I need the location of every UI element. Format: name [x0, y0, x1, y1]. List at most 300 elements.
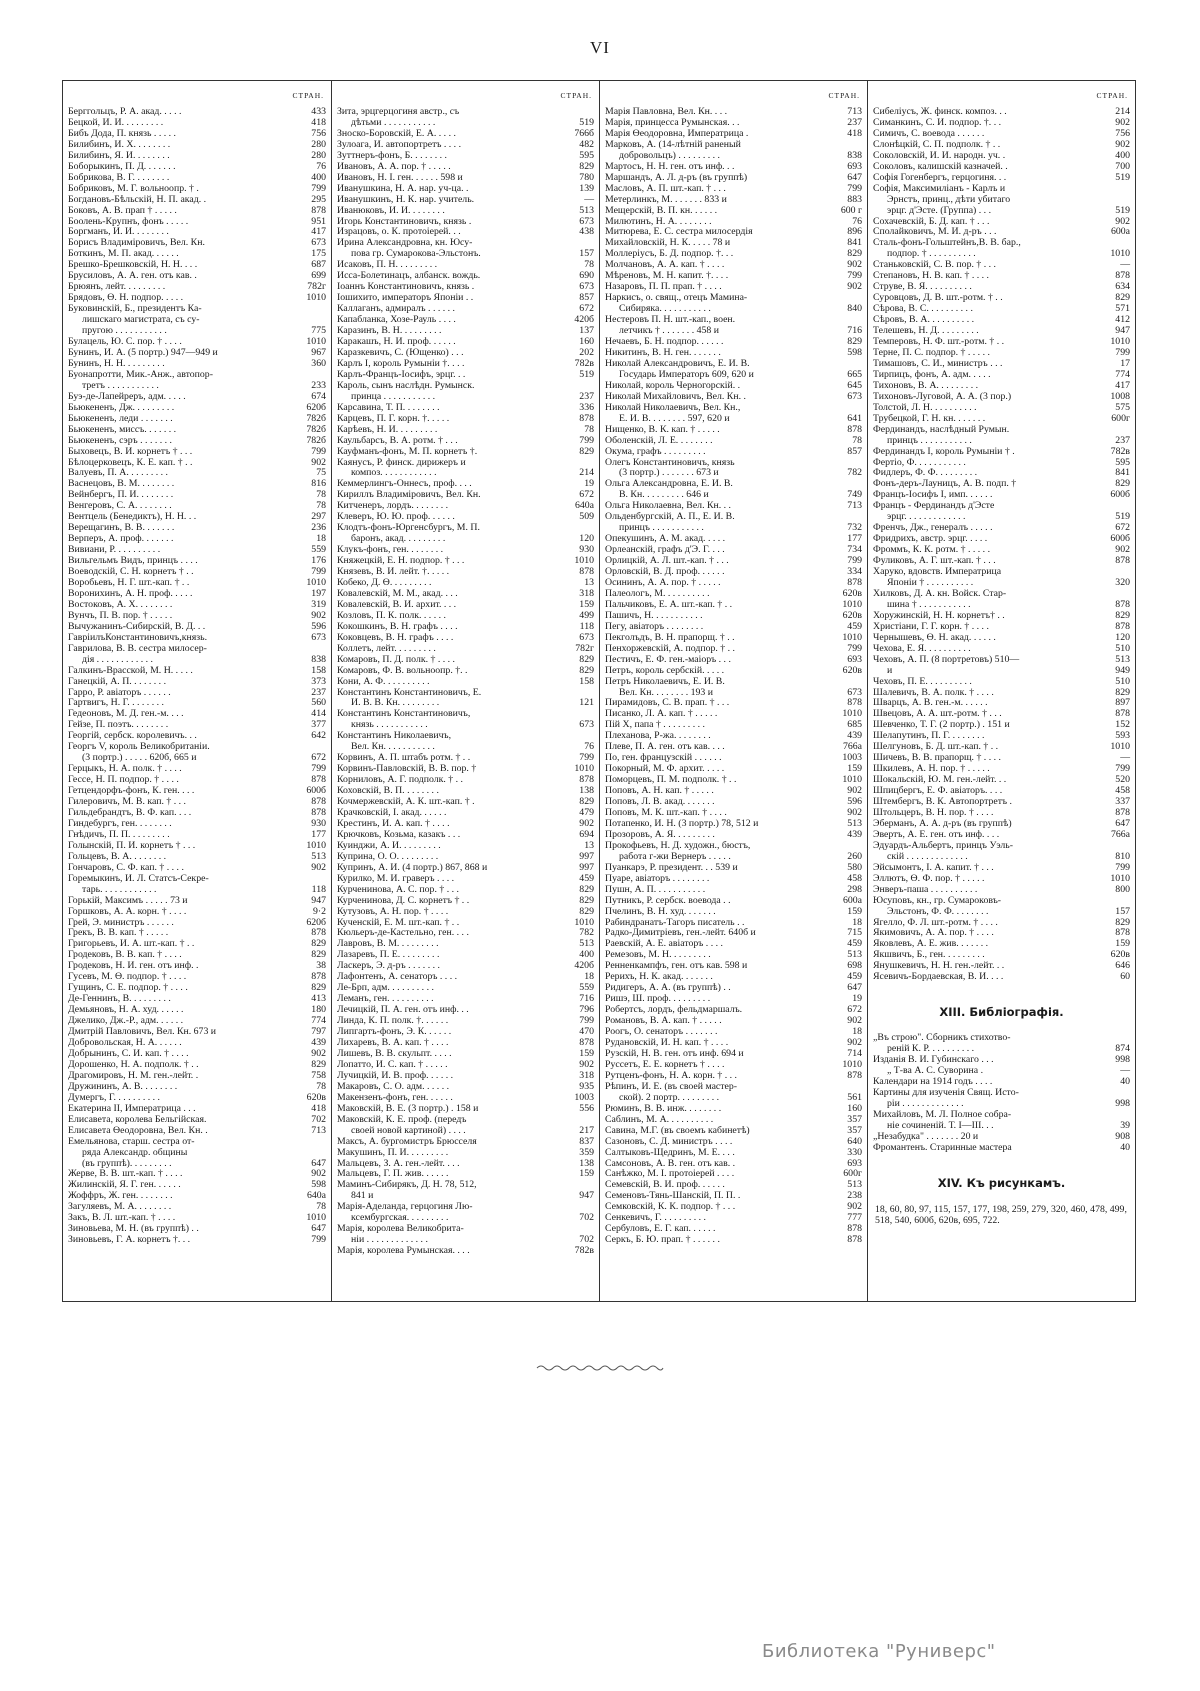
entry-page: 838: [311, 653, 326, 665]
entry-name: Макаровъ, С. О. адм. . . . . .: [337, 1081, 450, 1092]
entry-page: 197: [311, 587, 326, 599]
index-entry: [68, 206, 326, 217]
entry-name: Валуевъ, П. А. . . . . . . . .: [68, 468, 169, 479]
entry-name: Фонъ-деръ-Лауницъ, А. В. подп. †: [873, 479, 1017, 490]
entry-page: 76: [584, 741, 594, 753]
entry-name: Гаврилова, В. В. сестра милосер-: [68, 643, 207, 654]
entry-page: 673: [579, 719, 594, 731]
entry-name: Е. И. В. . . . . . . . 597, 620 и: [619, 413, 730, 424]
entry-page: 672: [311, 752, 326, 764]
entry-name: эрцг. д'Эсте. (Группа) . . .: [887, 205, 992, 216]
entry-page: 60: [1120, 971, 1130, 983]
index-entry: [605, 830, 862, 841]
index-column-2: [331, 81, 599, 1301]
entry-page: 357: [847, 1113, 862, 1125]
index-entry: [873, 775, 1130, 786]
entry-name: Нестеровъ П. Н. шт.-кап., воен.: [605, 315, 736, 326]
entry-page: 214: [579, 467, 594, 479]
entry-name: Марія Павловна, Вел. Кн. . . .: [605, 107, 728, 117]
index-entry: [337, 436, 594, 447]
index-entry: [337, 918, 594, 929]
entry-name: Эллютъ, Ѳ. Ф. пор. † . . . . .: [873, 873, 985, 884]
entry-name: Николай Михайловичъ, Вел. Кн. .: [605, 391, 746, 402]
index-entry: [68, 238, 326, 249]
entry-name: пругою . . . . . . . . . . .: [82, 326, 167, 337]
index-entry: [873, 655, 1130, 666]
entry-name: Голынскій, П. И. корнетъ † . . .: [68, 840, 196, 851]
index-entry: [68, 1191, 326, 1202]
entry-name: Корниловъ, А. Г. подполк. † . .: [337, 775, 463, 786]
entry-name: Ле-Брп, адм. . . . . . . . . .: [337, 983, 434, 994]
index-entry: [605, 1213, 862, 1224]
index-entry: [68, 1016, 326, 1027]
entry-page: 600б: [1110, 489, 1130, 501]
entry-name: принца . . . . . . . . . . .: [351, 391, 436, 402]
entry-page: 38: [316, 960, 326, 972]
entry-page: 799: [1115, 763, 1130, 775]
entry-name: Брюянъ, лейт. . . . . . . . .: [68, 282, 166, 293]
index-entry: [605, 1224, 862, 1235]
entry-name: Масловъ, А. П. шт.-кап. † . . .: [605, 183, 726, 194]
entry-name: Дмитрій Павловичъ, Вел. Кн. 673 и: [68, 1027, 217, 1038]
entry-page: 459: [579, 872, 594, 884]
entry-name: Зноско-Боровскій, Е. А. . . . .: [337, 128, 456, 139]
entry-name: Добровольская, Н. А. . . . . .: [68, 1038, 182, 1049]
entry-name: Эрнстъ, принц., дѣти убитаго: [887, 194, 1011, 205]
entry-name: Ришэ, Ш. проф. . . . . . . . .: [605, 994, 711, 1005]
index-entry: [873, 600, 1130, 611]
index-entry: [337, 1126, 594, 1137]
index-entry: [68, 622, 326, 633]
index-entry: [873, 381, 1130, 392]
entry-page: 700: [1115, 160, 1130, 172]
entry-page: 640: [847, 1135, 862, 1147]
index-entry: [873, 479, 1130, 490]
entry-page: 580: [847, 861, 862, 873]
index-entry: [68, 1137, 326, 1148]
entry-page: 829: [579, 664, 594, 676]
entry-name: Георгъ V, король Великобританіи.: [68, 742, 210, 753]
entry-page: 799: [847, 555, 862, 567]
index-entry: [605, 414, 862, 425]
entry-page: 715: [847, 927, 862, 939]
index-entry: [873, 304, 1130, 315]
entry-page: 620б: [306, 401, 326, 413]
entry-name: Бецкой, И. И. . . . . . . . .: [68, 117, 164, 128]
entry-name: Бунинъ, И. А. (5 портр.) 947—949 и: [68, 347, 218, 358]
entry-page: 829: [579, 653, 594, 665]
index-entry: [605, 206, 862, 217]
entry-name: (въ группѣ). . . . . . . . .: [82, 1158, 172, 1169]
index-entry: [873, 260, 1130, 271]
index-entry: [337, 501, 594, 512]
entry-name: Марія Ѳеодоровна, Императрица .: [605, 128, 749, 139]
index-entry: [337, 885, 594, 896]
entry-name: подпор. † . . . . . . . . . .: [887, 249, 976, 260]
entry-name: дія . . . . . . . . . . . .: [82, 654, 153, 665]
entry-page: 470: [579, 1026, 594, 1038]
index-entry: [605, 644, 862, 655]
entry-page: 896: [847, 226, 862, 238]
entry-page: 78: [584, 259, 594, 271]
entry-page: 18: [852, 916, 862, 928]
index-entry: [605, 556, 862, 567]
index-entry: [337, 217, 594, 228]
entry-name: Билибинъ, Я. И. . . . . . . .: [68, 150, 170, 161]
index-column-3: [599, 81, 867, 1301]
entry-page: 674: [311, 390, 326, 402]
entry-name: Жерве, В. В. шт.-кап. † . . . .: [68, 1169, 183, 1180]
entry-name: ріи . . . . . . . . . . . . .: [887, 1098, 964, 1109]
index-entry: [605, 578, 862, 589]
entry-page: 433: [311, 106, 326, 117]
entry-page: 337: [1115, 796, 1130, 808]
entry-page: 714: [847, 1047, 862, 1059]
entry-name: Робертсъ, лордъ, фельдмаршалъ.: [605, 1005, 743, 1016]
entry-page: 841: [1115, 467, 1130, 479]
entry-page: 439: [847, 730, 862, 742]
entry-name: Францъ-Іосифъ I, имп. . . . . .: [873, 490, 993, 501]
index-entry: [337, 238, 594, 249]
entry-name: Гусевъ, М. Ѳ. подпор. † . . . .: [68, 972, 187, 983]
entry-name: ряда Александр. общины: [82, 1147, 188, 1158]
index-entry: [605, 994, 862, 1005]
index-entry: [68, 775, 326, 786]
index-entry: [68, 403, 326, 414]
index-entry: [68, 666, 326, 677]
index-entries-2: [337, 107, 594, 1257]
entry-name: Назаровъ, П. П. прап. † . . . .: [605, 282, 722, 293]
entry-name: Петръ, король сербскій. . . . .: [605, 665, 725, 676]
entry-name: Фердинандъ I, король Румыніи † .: [873, 446, 1015, 457]
entry-name: Бьюкененъ, сэръ . . . . . . .: [68, 435, 173, 446]
entry-page: 647: [311, 1157, 326, 1169]
entry-name: ГавріилъКонстантиновичъ,князь.: [68, 632, 208, 643]
index-entry: [337, 1060, 594, 1071]
index-entry: [873, 753, 1130, 764]
index-entry: [873, 271, 1130, 282]
entry-name: Иванюковъ, И. И. . . . . . . .: [337, 205, 445, 216]
index-entry: [873, 1044, 1130, 1055]
entry-name: Станьковскій, С. В. пор. † . . .: [873, 260, 996, 271]
index-entry: [68, 939, 326, 950]
entry-page: 177: [311, 828, 326, 840]
entry-name: Кученскій, Е. М. шт.-кап. † . .: [337, 917, 460, 928]
index-entry: [337, 578, 594, 589]
index-entry: [873, 162, 1130, 173]
index-entry: [337, 666, 594, 677]
index-entry: [337, 1148, 594, 1159]
entry-name: Пестичъ, Е. Ф. ген.-маіоръ . . .: [605, 654, 731, 665]
index-entry: [68, 479, 326, 490]
index-entry: [68, 644, 326, 655]
entry-page: 238: [847, 1190, 862, 1202]
entry-page: 417: [1115, 379, 1130, 391]
entry-page: 417: [311, 226, 326, 238]
index-entry: [337, 644, 594, 655]
entry-page: 797: [311, 1026, 326, 1038]
entry-page: 600г: [843, 1168, 862, 1180]
entry-page: 78: [316, 489, 326, 501]
entry-name: Грей, Э. министръ . . . . . .: [68, 917, 174, 928]
entry-name: Каразинъ, В. Н. . . . . . . . .: [337, 326, 442, 337]
index-entry: [873, 1088, 1130, 1099]
entry-page: 634: [1115, 281, 1130, 293]
index-entry: [68, 151, 326, 162]
index-entry: [605, 666, 862, 677]
entry-page: 17: [1120, 357, 1130, 369]
index-entry: [873, 896, 1130, 907]
entry-name: Терне, П. С. подпор. † . . . . .: [873, 347, 990, 358]
entry-page: 693: [847, 653, 862, 665]
entry-page: 693: [847, 1157, 862, 1169]
entry-page: 782б: [306, 434, 326, 446]
entry-name: Картины для изученія Свящ. Исто-: [873, 1088, 1019, 1099]
index-entry: [873, 677, 1130, 688]
entry-page: 9·2: [312, 905, 326, 917]
entry-name: Степановъ, Н. В. кап. † . . . .: [873, 271, 989, 282]
entry-page: 459: [847, 971, 862, 983]
entry-name: Вычужанинъ-Сибирскій, В. Д. . .: [68, 621, 206, 632]
entry-name: Якимовичъ, А. А. пор. † . . . .: [873, 928, 994, 939]
entry-name: Фертіо, Ф. . . . . . . . . . .: [873, 457, 966, 468]
entry-page: 159: [1115, 938, 1130, 950]
entry-name: Ольга Александровна, Е. И. В.: [605, 479, 733, 490]
index-entry: [605, 950, 862, 961]
index-entry: [873, 644, 1130, 655]
entry-page: 137: [579, 325, 594, 337]
entry-page: 1010: [1110, 741, 1130, 753]
index-entry: [68, 720, 326, 731]
entry-page: 1003: [842, 752, 862, 764]
entry-name: Комаровъ, П. Д. полк. † . . . .: [337, 654, 455, 665]
entry-name: лишскаго магистрата, съ су-: [82, 315, 200, 326]
entry-name: Наркисъ, о. свящ., отецъ Мамина-: [605, 293, 748, 304]
entry-name: добровольцъ) . . . . . . . . .: [619, 150, 721, 161]
entry-page: 799: [1115, 861, 1130, 873]
entry-page: 766а: [1110, 828, 1130, 840]
index-entry: [337, 348, 594, 359]
entry-page: 774: [311, 1015, 326, 1027]
entry-name: Кони, А. Ф. . . . . . . . . .: [337, 676, 430, 687]
entry-page: 413: [311, 993, 326, 1005]
entry-page: 1008: [1110, 390, 1130, 402]
entry-page: 878: [579, 1037, 594, 1049]
entry-name: Гончаровъ, С. Ф. кап. † . . . .: [68, 862, 184, 873]
entry-page: 878: [1115, 927, 1130, 939]
entry-name: Мещерскій, В. П. кн. . . . . .: [605, 205, 718, 216]
entry-name: Марковъ, А. (14-лѣтній раненый: [605, 139, 741, 150]
entry-name: Толстой, Л. Н. . . . . . . . . .: [873, 402, 977, 413]
entry-page: 840: [847, 303, 862, 315]
entry-name: Пальчиковъ, Е. А. шт.-кап. † . .: [605, 599, 733, 610]
index-entry: [68, 677, 326, 688]
entry-name: Бьюкененъ, леди . . . . . . .: [68, 413, 173, 424]
index-entry: [873, 1099, 1130, 1110]
index-entry: [605, 797, 862, 808]
entry-name: Карцевъ, П. Г. корн. †. . . . .: [337, 413, 450, 424]
entry-name: И. В. В. Кн. . . . . . . . .: [351, 698, 440, 709]
index-entry: [68, 1180, 326, 1191]
index-entry: [873, 1055, 1130, 1066]
entry-name: Гейзе, П. поэтъ. . . . . . . .: [68, 720, 169, 731]
entry-name: Карлъ I, король Румыніи †. . . .: [337, 358, 465, 369]
entry-name: Георгій, сербск. королевичъ. . .: [68, 731, 197, 742]
entry-page: 1010: [574, 763, 594, 775]
entry-page: 297: [311, 511, 326, 523]
entry-page: 519: [1115, 511, 1130, 523]
entry-name: Карѣевъ, Н. И. . . . . . . . .: [337, 424, 438, 435]
entry-page: 878: [579, 566, 594, 578]
index-entry: [68, 764, 326, 775]
entry-name: Прокофьевъ, Н. Д. художн., бюстъ,: [605, 840, 751, 851]
entry-page: 902: [847, 259, 862, 271]
entry-name: Купринъ, А. И. (4 портр.) 867, 868 и: [337, 862, 488, 873]
index-entry: [68, 1038, 326, 1049]
index-entry: [605, 567, 862, 578]
entry-name: Маковскій, В. Е. (3 портр.) . 158 и: [337, 1103, 479, 1114]
entry-page: 799: [847, 642, 862, 654]
index-entry: [873, 337, 1130, 348]
entry-name: Гродековъ, В. В. кап. † . . . .: [68, 950, 182, 961]
entry-page: 878: [847, 423, 862, 435]
index-entry: [68, 425, 326, 436]
index-entry: [68, 578, 326, 589]
entry-name: Венгеровъ, С. А. . . . . . . .: [68, 501, 172, 512]
entry-page: 673: [847, 686, 862, 698]
index-entry: [337, 961, 594, 972]
entry-name: Гетцендорфъ-фонъ, К. ген. . . .: [68, 786, 195, 797]
entry-page: 600а: [842, 894, 862, 906]
entry-page: 645: [847, 379, 862, 391]
entry-page: 400: [1115, 149, 1130, 161]
entry-page: 575: [1115, 401, 1130, 413]
entry-page: 878: [311, 807, 326, 818]
entry-page: 878: [847, 697, 862, 709]
entry-name: Жоффръ, Ж. ген. . . . . . . .: [68, 1191, 173, 1202]
entry-page: 13: [584, 839, 594, 851]
index-entry: [337, 315, 594, 326]
index-entry: [337, 709, 594, 720]
entry-name: Путникъ, Р. сербск. воевода . .: [605, 895, 731, 906]
index-entry: [337, 260, 594, 271]
entry-page: 878: [1115, 270, 1130, 282]
index-entry: [337, 1005, 594, 1016]
entry-name: По, ген. французскій . . . . . .: [605, 753, 722, 764]
index-entry: [337, 1159, 594, 1170]
index-entry: [605, 1071, 862, 1082]
index-column-4: [867, 81, 1135, 1301]
index-entry: [337, 414, 594, 425]
entry-page: 673: [847, 390, 862, 402]
entry-name: Линда, К. П. полк. †. . . . . .: [337, 1016, 449, 1027]
index-entry: [605, 742, 862, 753]
entry-name: Крачковскій, І. акад. . . . . .: [337, 808, 447, 818]
index-entry: [68, 348, 326, 359]
index-entry: [68, 337, 326, 348]
entry-page: 732: [847, 522, 862, 534]
index-entry: [605, 1169, 862, 1180]
entry-name: Буэ-де-Лапейреръ, адм. . . . .: [68, 391, 186, 402]
entry-page: 829: [579, 883, 594, 895]
illustrations-title: XIV. Къ рисункамъ.: [937, 1175, 1066, 1190]
entry-name: Куинджи, А. И. . . . . . . . .: [337, 840, 441, 851]
index-entry: [605, 819, 862, 830]
entry-page: 829: [311, 982, 326, 994]
entry-page: 672: [579, 303, 594, 315]
entry-name: Бунинъ, Н. Н. . . . . . . . .: [68, 358, 165, 369]
entry-page: 902: [579, 1058, 594, 1070]
entry-name: пова гр. Сумарокова-Эльстонъ.: [351, 249, 481, 260]
entry-name: Фидлеръ, Ф. Ф. . . . . . . . .: [873, 468, 978, 479]
entry-name: Коковцевъ, В. Н. графъ . . . .: [337, 632, 454, 643]
entry-name: Князевъ, В. И. лейт. †. . . . .: [337, 567, 450, 578]
entry-name: Рабиндранатъ-Тагоръ писатель . .: [605, 917, 745, 928]
entry-name: Вильгельмъ Видъ, принцъ . . . .: [68, 556, 198, 567]
index-entry: [337, 841, 594, 852]
index-entry: [605, 458, 862, 469]
index-entry: [337, 764, 594, 775]
entry-name: Кеммерлингъ-Оннесъ, проф. . . .: [337, 479, 472, 490]
index-entry: [337, 753, 594, 764]
entry-page: 233: [311, 379, 326, 391]
index-entry: [605, 195, 862, 206]
entry-name: Израцовъ, о. К. протоіерей. . .: [337, 227, 461, 238]
entry-name: Опекушинъ, А. М. акад. . . . .: [605, 534, 726, 545]
entry-name: Пекголъдъ, В. Н. прапорщ. † . .: [605, 632, 735, 643]
entry-page: 620б: [306, 916, 326, 928]
entry-page: 829: [1115, 916, 1130, 928]
index-entry: [873, 1077, 1130, 1088]
entry-page: 175: [311, 248, 326, 260]
entry-page: 78: [316, 1201, 326, 1213]
index-entry: [68, 885, 326, 896]
index-entry: [605, 293, 862, 304]
index-entry: [68, 1104, 326, 1115]
entry-name: Дружининъ, А. В. . . . . . . .: [68, 1081, 178, 1092]
index-entry: [873, 819, 1130, 830]
index-entry: [605, 1038, 862, 1049]
index-entry: [68, 1115, 326, 1126]
entry-page: 673: [579, 281, 594, 293]
entry-name: Фуликовъ, А. Г. шт.-кап. † . . .: [873, 556, 996, 567]
index-entry: [68, 260, 326, 271]
index-entry: [873, 1121, 1130, 1132]
entry-name: Соколовъ, калишскій казначей. .: [873, 161, 1008, 172]
entry-name: Дорошенко, Н. А. подполк. † . .: [68, 1059, 199, 1070]
index-entry: [337, 271, 594, 282]
entry-page: 947: [311, 894, 326, 906]
entry-name: Рюминъ, В. В. инж. . . . . . . .: [605, 1103, 722, 1114]
entry-name: Сѣрова, В. С. . . . . . . . . .: [873, 304, 973, 315]
entry-page: 897: [1115, 697, 1130, 709]
index-entry: [68, 753, 326, 764]
index-entry: [68, 436, 326, 447]
index-entry: [337, 589, 594, 600]
entry-page: 1010: [574, 916, 594, 928]
entry-name: Корвинъ, А. П. штабъ ротм. † . .: [337, 753, 471, 764]
index-entry: [337, 983, 594, 994]
entry-name: Константинъ Николаевичъ,: [337, 731, 452, 742]
entry-name: (3 портр.) . . . . . 620б, 665 и: [82, 753, 197, 764]
entry-page: 78: [852, 434, 862, 446]
entry-name: Боковъ, А. В. прап † . . . . .: [68, 205, 177, 216]
entry-name: Рузскій, Н. В. ген. отъ инф. 694 и: [605, 1048, 744, 1059]
entry-name: Окума, графъ . . . . . . . . .: [605, 446, 706, 457]
entry-name: Савина, М.Г. (въ своемъ кабинетѣ): [605, 1125, 750, 1136]
entry-name: Рутценъ-фонъ, Н. А. корн. † . . .: [605, 1070, 737, 1081]
entry-name: Зиновьева, М. Н. (въ группѣ) . .: [68, 1224, 199, 1235]
